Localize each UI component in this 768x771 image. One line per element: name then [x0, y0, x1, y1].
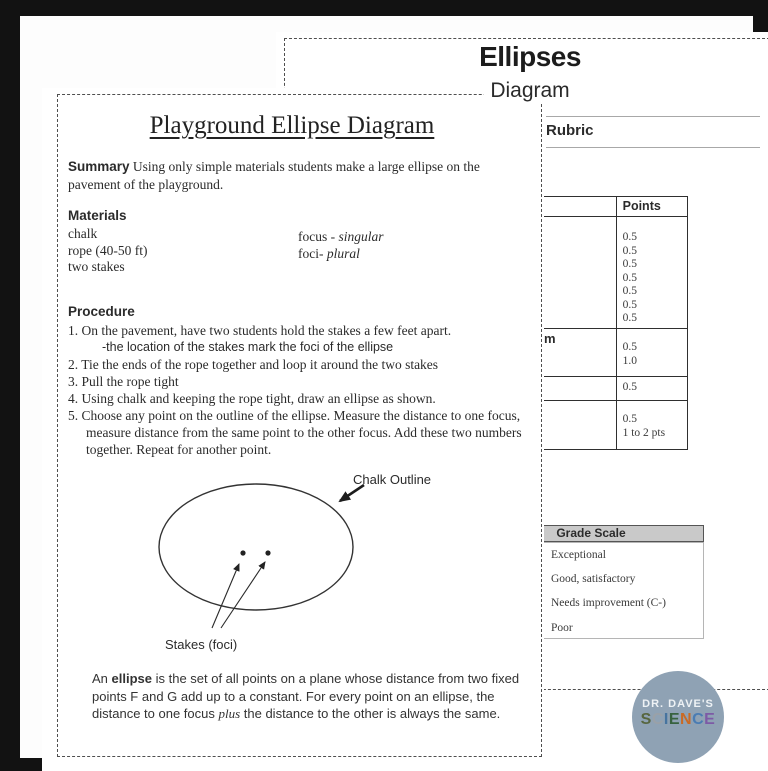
grade-level: Exceptional [551, 549, 606, 561]
focus-dot-left [240, 550, 245, 555]
procedure-step-note: -the location of the stakes mark the foci of the ellipse [102, 340, 394, 354]
points-cell: 0.5 1 to 2 pts [616, 401, 687, 449]
points-cell: 0.5 0.5 0.5 0.5 0.5 0.5 0.5 [616, 217, 687, 328]
vocab-focus: focus - singular [298, 229, 384, 244]
rubric-heading: Rubric [546, 122, 594, 139]
procedure-list [68, 322, 523, 458]
grade-level: Poor [551, 621, 573, 634]
points-cell: 0.5 1.0 [616, 329, 687, 376]
stake-arrow-right [221, 562, 265, 628]
grade-level: Needs improvement (C-) [551, 597, 666, 610]
focus-dot-right [265, 550, 270, 555]
chalk-outline-arrow [340, 485, 364, 501]
science-wordmark: SCIENCE [640, 711, 716, 728]
worksheet-page [42, 88, 544, 771]
summary-paragraph: Summary Using only simple materials students make a large ellipse on the pavement of the playground. [68, 159, 480, 192]
procedure-step: 4. Using chalk and keeping the rope tight, draw an ellipse as shown. [68, 391, 436, 406]
chalk-ellipse-outline [159, 484, 353, 610]
points-cell: 0.5 [616, 377, 687, 400]
stakes-foci-label: Stakes (foci) [165, 637, 238, 652]
ellipse-definition: An ellipse is the set of all points on a plane whose distance from two fixed points F and G add up to a constant. For every point on an ellipse, the distance to one focus plus the distance to the other is always the same. [92, 671, 520, 721]
white-canvas [20, 16, 753, 758]
dr-daves-science-logo [632, 671, 724, 763]
logo-name-text: DR. DAVE'S [642, 698, 714, 710]
grade-level: Good, satisfactory [551, 573, 636, 586]
product-subtitle: Diagram [484, 79, 575, 103]
procedure-step: 1. On the pavement, have two students hold the stakes a few feet apart. [68, 323, 452, 338]
materials-list [68, 226, 147, 276]
points-header-cell: Points [616, 197, 687, 216]
procedure-step: 2. Tie the ends of the rope together and loop it around the two stakes [68, 357, 439, 372]
vocabulary-notes [298, 228, 384, 262]
grade-scale-header: Grade Scale [478, 525, 704, 542]
product-title: Ellipses [479, 41, 581, 72]
product-title-block [450, 40, 610, 103]
materials-heading: Materials [68, 208, 127, 223]
worksheet-title: Playground Ellipse Diagram [149, 112, 435, 139]
vocab-foci: foci- plural [298, 246, 360, 261]
procedure-step: 5. Choose any point on the outline of the ellipse. Measure the distance to one focus, measure distance from the same point to the other focus. Add these two numbers together. Repeat for another point. [68, 408, 522, 457]
summary-label: Summary [68, 159, 130, 174]
procedure-step: 3. Pull the rope tight [68, 374, 179, 389]
procedure-heading: Procedure [68, 304, 135, 319]
material-item: rope (40-50 ft) [68, 242, 148, 258]
clipped-criteria-text: m [544, 331, 556, 346]
material-item: chalk [68, 226, 98, 241]
stake-arrow-left [212, 564, 239, 628]
chalk-outline-label: Chalk Outline [353, 472, 432, 487]
rubric-top-rule [546, 116, 760, 117]
material-item: two stakes [68, 259, 125, 274]
rubric-bottom-rule [546, 147, 760, 148]
